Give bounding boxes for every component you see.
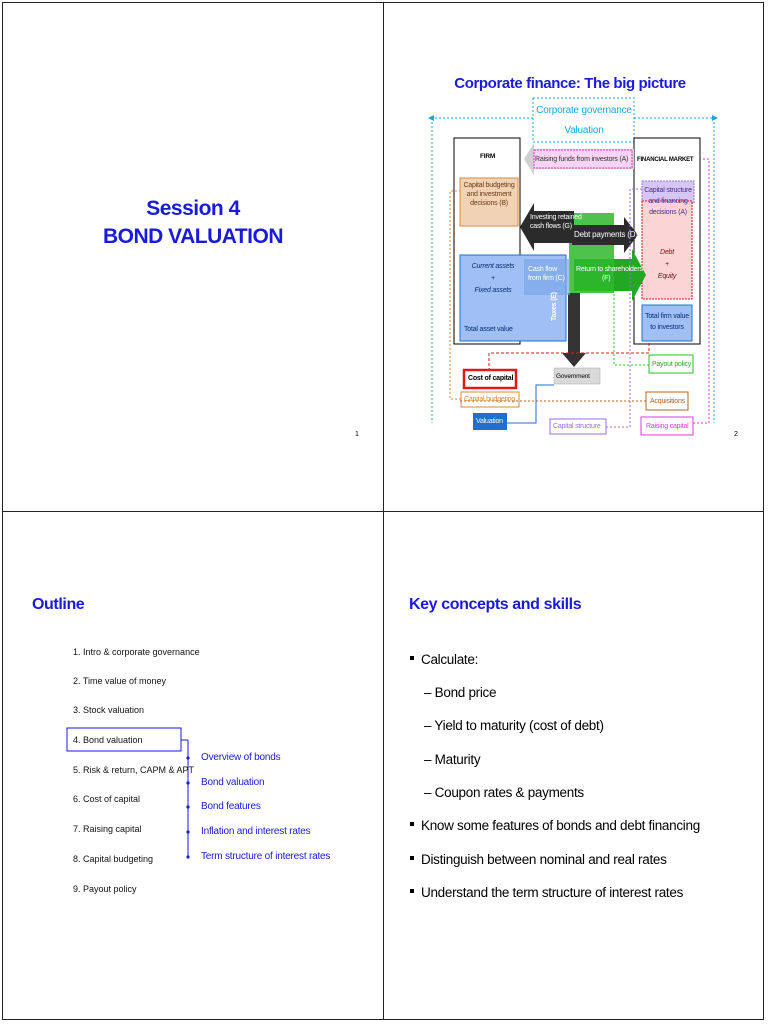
raising-funds-label: Raising funds from investors (A) [535,156,629,163]
sub-maturity: – Maturity [424,752,481,767]
firm-label: FIRM [480,153,496,160]
page-number: 2 [734,431,738,438]
total-firm-value-label: Total firm value to investors [645,313,689,331]
outline-item-1: 1. Intro & corporate governance [73,647,200,657]
total-asset-value-label: Total asset value [464,326,513,333]
debt-payments-label: Debt payments (D) [574,230,638,239]
bullet-nominal-real: Distinguish between nominal and real rates [410,852,667,867]
cost-of-capital-label: Cost of capital [468,375,514,382]
valuation-label: Valuation [476,418,503,425]
session-topic: BOND VALUATION [102,225,284,248]
outline-item-7: 7. Raising capital [73,824,142,834]
outline-item-4: 4. Bond valuation [73,735,143,745]
acquisitions-label: Acquisitions [650,398,685,405]
outline-item-5: 5. Risk & return, CAPM & APT [73,765,195,775]
sub-coupon: – Coupon rates & payments [424,785,584,800]
bullet-term-structure: Understand the term structure of interest rates [410,885,683,900]
outline-item-3: 3. Stock valuation [73,705,145,715]
investing-retained-label: Investing retained cash flows (G) [530,214,582,230]
outline-item-6: 6. Cost of capital [73,794,141,804]
slide-3 [3,512,383,1020]
session-title [3,195,383,251]
sub-ytm: – Yield to maturity (cost of debt) [424,718,604,733]
subitem-inflation: Inflation and interest rates [201,826,311,837]
key-concepts-title: Key concepts and skills [409,596,582,613]
sub-bond-price: – Bond price [424,685,497,700]
debt-equity-label: Debt + Equity [657,249,677,280]
cash-flow-label: Cash flow from firm (C) [528,266,565,282]
slide-2 [384,3,764,511]
slide-1 [3,3,383,511]
slide-4 [384,512,764,1020]
assets-label: Current assets + Fixed assets [471,263,515,294]
bullet-features: Know some features of bonds and debt financing [410,818,700,833]
page-number: 1 [355,431,359,438]
subitem-bond-valuation: Bond valuation [201,777,265,788]
return-shareholders-label: Return to shareholders (F) [576,266,643,282]
governance-label: Corporate governance Valuation [536,105,632,136]
session-number: Session 4 [146,197,240,220]
slide-2-title: Corporate finance: The big picture [454,75,686,92]
capital-budgeting-small-label: Capital budgeting [464,396,516,403]
outline-item-8: 8. Capital budgeting [73,854,154,864]
subitem-overview: Overview of bonds [201,752,281,763]
governance-arrowhead-left [428,115,434,121]
capital-budgeting-label: Capital budgeting and investment decisions (B) [463,182,515,207]
bullet-calculate: Calculate: [410,652,478,667]
financial-market-label: FINANCIAL MARKET [637,157,694,163]
corporate-finance-diagram [384,3,764,511]
government-label: Government [556,373,590,380]
capital-structure-label: Capital structure and financing decisions (A) [644,187,692,216]
subitem-term-structure: Term structure of interest rates [201,851,331,862]
outline-item-9: 9. Payout policy [73,884,137,894]
payout-policy-label: Payout policy [652,361,692,368]
governance-arrowhead-right [712,115,718,121]
taxes-label: Taxes (E) [551,292,558,321]
outline-title: Outline [32,596,85,613]
raising-capital-label: Raising capital [646,423,689,430]
subitem-bond-features: Bond features [201,801,261,812]
capital-structure-small-label: Capital structure [553,423,601,430]
outline-item-2: 2. Time value of money [73,676,167,686]
